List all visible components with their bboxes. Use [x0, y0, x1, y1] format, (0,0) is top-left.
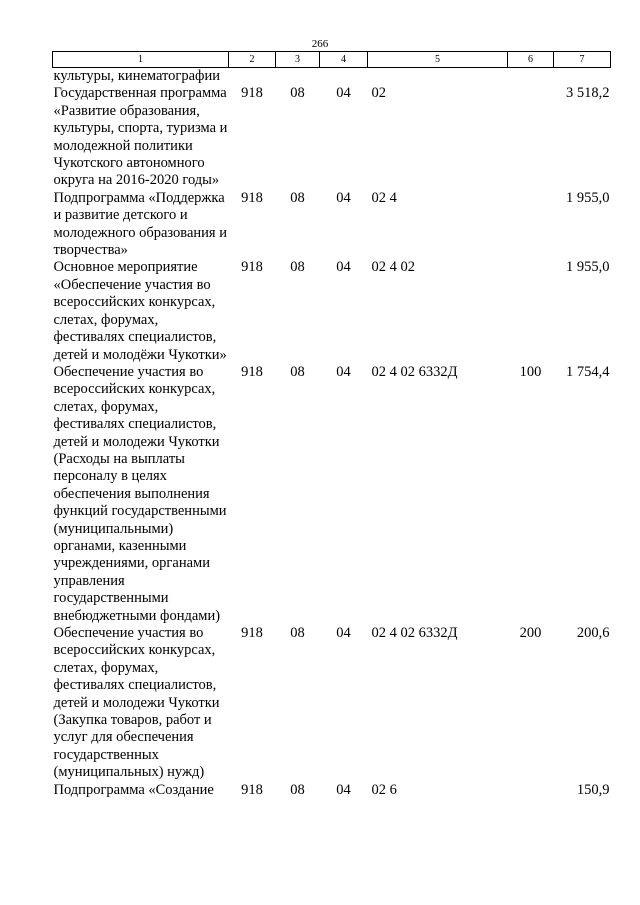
- row-ministry-code: 918: [241, 781, 263, 798]
- column-header-7: 7: [554, 52, 611, 68]
- page-number: 266: [311, 38, 329, 50]
- column-header-1: 1: [53, 52, 229, 68]
- row-section-code: 08: [290, 259, 305, 276]
- row-amount: 3 518,2: [566, 85, 610, 102]
- table-row: [53, 364, 611, 625]
- row-name: Подпрограмма «Создание: [53, 781, 214, 798]
- row-subsection-code: 04: [336, 85, 351, 102]
- row-amount: 1 955,0: [566, 259, 610, 276]
- column-header-3: 3: [276, 52, 320, 68]
- row-subsection-code: 04: [336, 259, 351, 276]
- row-target-article: [368, 68, 508, 86]
- column-header-2: 2: [229, 52, 276, 68]
- row-subsection-code: 04: [336, 625, 351, 641]
- row-name: Государственная программа «Развитие образования, культуры, спорта, туризма и молодежной политики Чукотского автономного округа на 2016-2020 годы»: [53, 85, 228, 189]
- table-row: [53, 259, 611, 363]
- row-section-code: 08: [290, 189, 305, 206]
- row-expense-type: 100: [519, 363, 542, 380]
- row-section-code: 08: [290, 781, 305, 798]
- row-amount: 200,6: [576, 625, 610, 641]
- row-target-article: 02 4: [371, 189, 397, 206]
- row-amount: 1 955,0: [566, 189, 610, 206]
- row-amount: [554, 68, 611, 86]
- column-header-5: 5: [368, 52, 508, 68]
- row-section-code: 08: [290, 625, 305, 641]
- row-target-article: 02 4 02 6332Д: [371, 363, 458, 380]
- table-row: [53, 625, 611, 782]
- row-amount: 150,9: [576, 781, 610, 798]
- row-expense-type: [508, 190, 554, 260]
- row-expense-type: [508, 259, 554, 363]
- row-ministry-code: [229, 68, 276, 86]
- row-section-code: 08: [290, 85, 305, 102]
- table-row: [53, 190, 611, 260]
- row-ministry-code: 918: [241, 85, 263, 102]
- row-target-article: 02 4 02: [371, 259, 415, 276]
- row-ministry-code: 918: [241, 259, 263, 276]
- row-target-article: 02: [371, 85, 386, 102]
- row-ministry-code: 918: [241, 189, 263, 206]
- column-header-6: 6: [508, 52, 554, 68]
- row-target-article: 02 6: [371, 781, 397, 798]
- row-ministry-code: 918: [241, 625, 263, 641]
- table-row: [53, 68, 611, 86]
- row-name: Обеспечение участия во всероссийских конкурсах, слетах, форумах, фестивалях специалистов, детей и молодежи Чукотки (Закупка товаров, работ и услуг для обеспечения государственных (муниципальных) нужд): [53, 625, 220, 781]
- table-row: [53, 85, 611, 189]
- row-name: Обеспечение участия во всероссийских конкурсах, слетах, форумах, фестивалях специалистов, детей и молодежи Чукотки (Расходы на выплаты персоналу в целях обеспечения выполнения функций государственными (муниципальными) органами, казенными учреждениями, органами управления государственными внебюджетными фондами): [53, 363, 227, 624]
- row-subsection-code: [320, 68, 368, 86]
- row-target-article: 02 4 02 6332Д: [371, 625, 458, 641]
- row-expense-type: [508, 782, 554, 799]
- row-subsection-code: 04: [336, 189, 351, 206]
- row-ministry-code: 918: [241, 363, 263, 380]
- row-expense-type: [508, 85, 554, 189]
- row-section-code: [276, 68, 320, 86]
- row-expense-type: 200: [519, 625, 542, 641]
- row-section-code: 08: [290, 363, 305, 380]
- column-header-4: 4: [320, 52, 368, 68]
- row-name: культуры, кинематографии: [53, 68, 220, 84]
- row-name: Основное мероприятие «Обеспечение участия во всероссийских конкурсах, слетах, форумах, фестивалях специалистов, детей и молодёжи Чукотки»: [53, 259, 227, 363]
- row-subsection-code: 04: [336, 781, 351, 798]
- row-expense-type: [508, 68, 554, 86]
- row-name: Подпрограмма «Поддержка и развитие детского и молодежного образования и творчества»: [53, 189, 227, 259]
- row-amount: 1 754,4: [566, 363, 610, 380]
- column-number-header-row: [53, 52, 611, 68]
- row-subsection-code: 04: [336, 363, 351, 380]
- table-row: [53, 782, 611, 799]
- budget-table: [52, 51, 611, 799]
